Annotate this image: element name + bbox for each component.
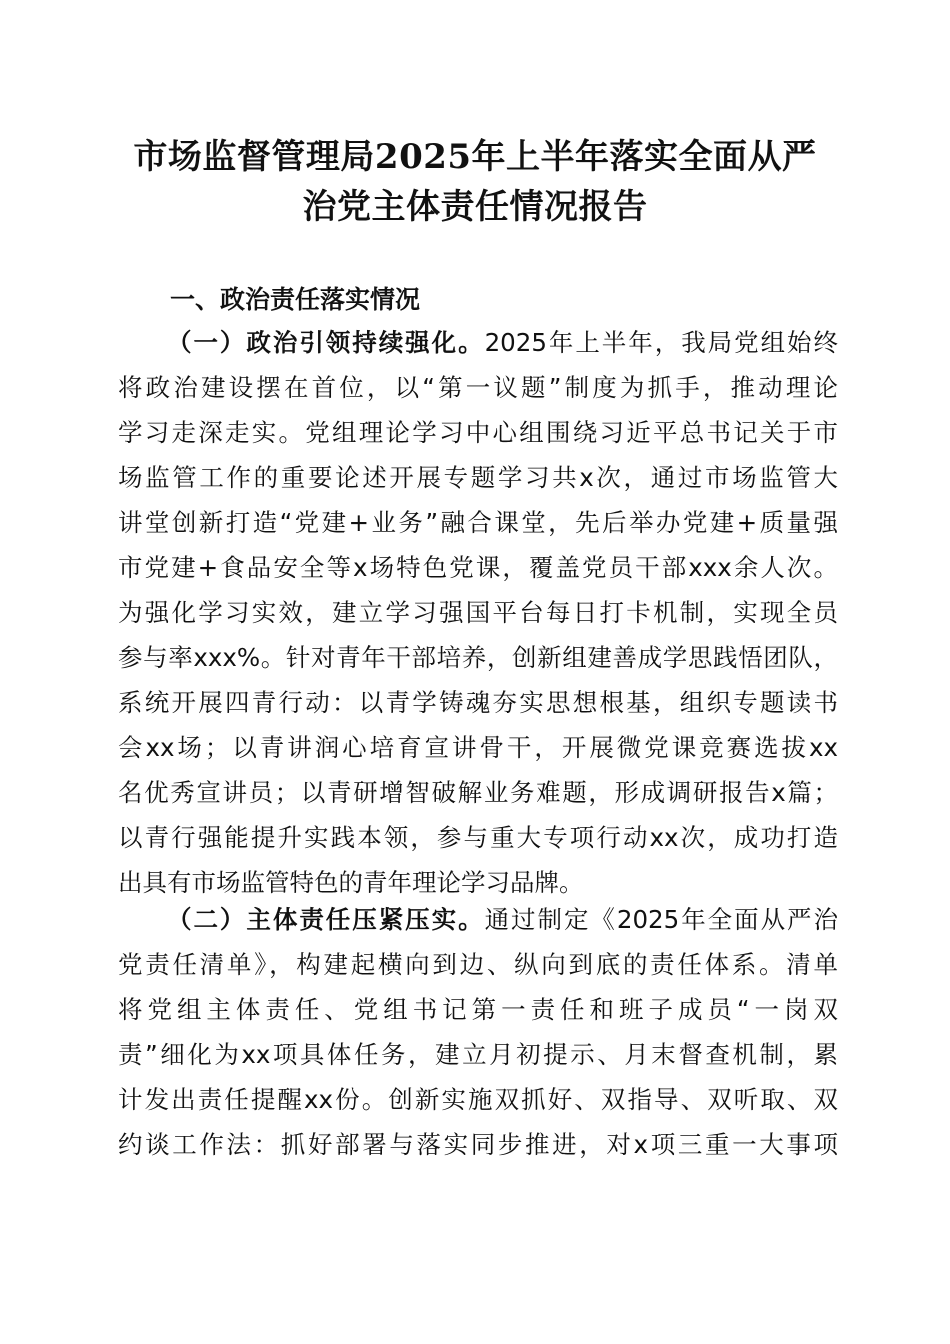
paragraph-line-text: 2025年上半年，我局党组始终 [484, 328, 838, 357]
paragraph-line: 将党组主体责任、党组书记第一责任和班子成员“一岗双 [118, 995, 838, 1024]
title-line-1: 市场监督管理局2025年上半年落实全面从严 [133, 137, 817, 177]
paragraph-line: 讲堂创新打造“党建+业务”融合课堂，先后举办党建+质量强 [118, 508, 838, 537]
paragraph-line: 党责任清单》，构建起横向到边、纵向到底的责任体系。清单 [118, 950, 838, 979]
paragraph-line: 场监管工作的重要论述开展专题学习共x次，通过市场监管大 [118, 463, 838, 492]
paragraph-line: 市党建+食品安全等x场特色党课，覆盖党员干部xxx余人次。 [118, 553, 838, 582]
paragraph-political-leadership [118, 320, 838, 905]
section-heading: 一、政治责任落实情况 [170, 285, 421, 314]
paragraph-line: 计发出责任提醒xx份。创新实施双抓好、双指导、双听取、双 [118, 1085, 838, 1114]
paragraph-main-responsibility [118, 897, 838, 1167]
paragraph-lead: （一）政治引领持续强化。 [167, 328, 485, 357]
paragraph-lead: （二）主体责任压紧压实。 [167, 905, 485, 934]
paragraph-line: 出具有市场监管特色的青年理论学习品牌。 [118, 868, 584, 897]
paragraph-line: 系统开展四青行动：以青学铸魂夯实思想根基，组织专题读书 [118, 688, 838, 717]
paragraph-line: 为强化学习实效，建立学习强国平台每日打卡机制，实现全员 [118, 598, 838, 627]
paragraph-line-text: 通过制定《2025年全面从严治 [484, 905, 838, 934]
paragraph-line: 以青行强能提升实践本领，参与重大专项行动xx次，成功打造 [118, 823, 838, 852]
paragraph-line: 约谈工作法：抓好部署与落实同步推进，对x项三重一大事项 [118, 1130, 838, 1159]
paragraph-line [118, 897, 838, 942]
paragraph-line: 将政治建设摆在首位，以“第一议题”制度为抓手，推动理论 [118, 373, 838, 402]
paragraph-line: 学习走深走实。党组理论学习中心组围绕习近平总书记关于市 [118, 418, 838, 447]
paragraph-line: 会xx场；以青讲润心培育宣讲骨干，开展微党课竞赛选拔xx [118, 733, 838, 762]
paragraph-line [118, 320, 838, 365]
title-line-2: 治党主体责任情况报告 [302, 187, 648, 227]
document-title [100, 132, 850, 232]
paragraph-line: 名优秀宣讲员；以青研增智破解业务难题，形成调研报告x篇； [118, 778, 838, 807]
paragraph-line: 参与率xxx%。针对青年干部培养，创新组建善成学思践悟团队， [118, 643, 838, 672]
paragraph-line: 责”细化为xx项具体任务，建立月初提示、月末督查机制，累 [118, 1040, 838, 1069]
